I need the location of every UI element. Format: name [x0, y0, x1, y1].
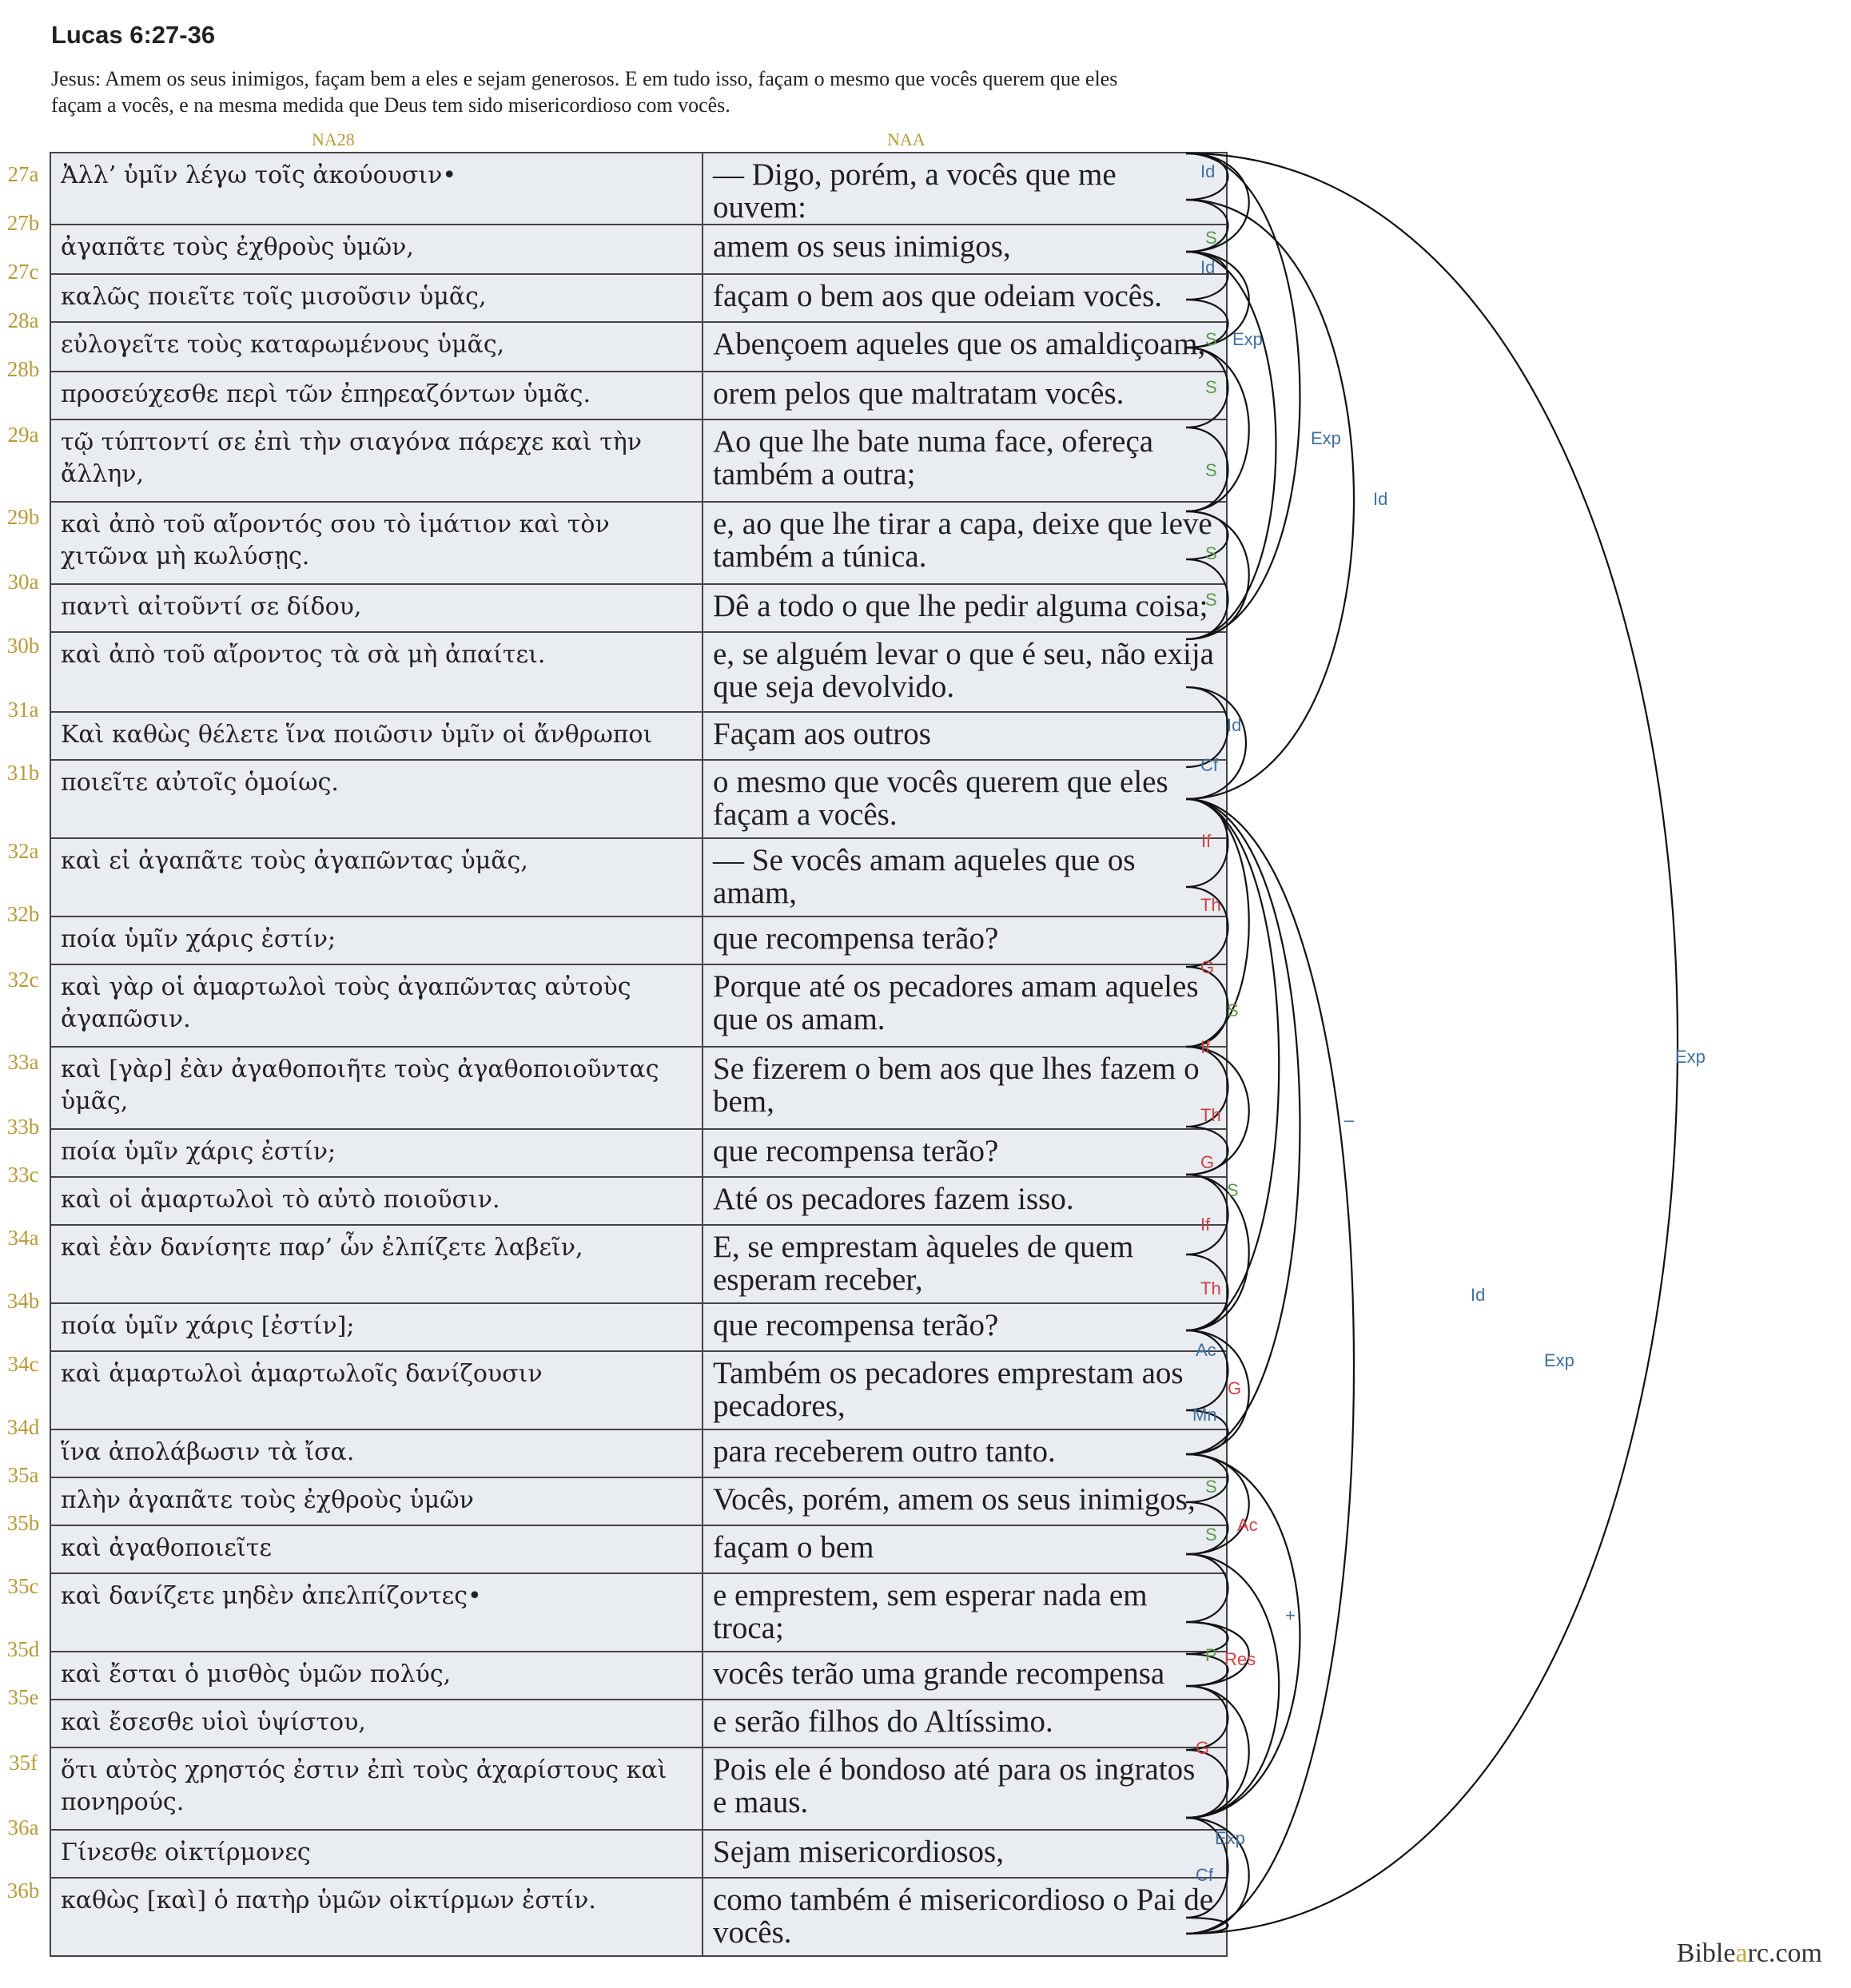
arc-label: S — [1205, 1525, 1217, 1545]
arc-label: Exp — [1675, 1047, 1706, 1067]
verse-ref: 28b — [6, 357, 40, 381]
greek-text: καὶ ἐὰν δανίσητε παρ’ ὧν ἐλπίζετε λαβεῖν, — [50, 1225, 703, 1303]
arc-label: Id — [1200, 161, 1216, 181]
portuguese-column-header: NAA — [887, 129, 926, 149]
arc-label: Th — [1200, 1105, 1221, 1125]
arc-label: Exp — [1544, 1350, 1574, 1370]
verse-ref: 35c — [7, 1574, 39, 1598]
portuguese-text: vocês terão uma grande recompensa — [703, 1652, 1227, 1700]
portuguese-text: Dê a todo o que lhe pedir alguma coisa; — [703, 584, 1227, 632]
brand-suffix: rc.com — [1747, 1938, 1822, 1968]
verse-ref: 32c — [7, 967, 39, 992]
arc-label: G — [1200, 1152, 1215, 1172]
relation-arc — [1186, 153, 1678, 1934]
portuguese-text: E, se emprestam àqueles de quem esperam receber, — [703, 1225, 1227, 1303]
portuguese-text: Façam aos outros — [703, 712, 1227, 760]
greek-text: ποία ὑμῖν χάρις [ἐστίν]; — [50, 1303, 703, 1351]
portuguese-text: e serão filhos do Altíssimo. — [703, 1700, 1227, 1747]
greek-text: πλὴν ἀγαπᾶτε τοὺς ἐχθροὺς ὑμῶν — [50, 1477, 703, 1525]
arc-label: Mn — [1192, 1405, 1217, 1425]
greek-text: καὶ [γὰρ] ἐὰν ἀγαθοποιῆτε τοὺς ἀγαθοποιοῦντας ὑμᾶς, — [50, 1047, 703, 1129]
greek-text: καὶ ἀπὸ τοῦ αἴροντος τὰ σὰ μὴ ἀπαίτει. — [50, 632, 703, 712]
verse-ref: 27c — [7, 260, 39, 284]
arc-label: Th — [1200, 895, 1221, 915]
verse-ref: 35e — [7, 1685, 39, 1709]
verse-ref: 30b — [6, 634, 40, 658]
arc-label: Ac — [1196, 1340, 1216, 1360]
arc-label: S — [1205, 228, 1217, 248]
arc-label: S — [1205, 1477, 1217, 1497]
arc-label: – — [1344, 1110, 1355, 1130]
portuguese-text: Ao que lhe bate numa face, ofereça também a outra; — [703, 419, 1227, 502]
portuguese-text: Pois ele é bondoso até para os ingratos e maus. — [703, 1747, 1227, 1830]
portuguese-text: Sejam misericordiosos, — [703, 1830, 1227, 1878]
verse-ref: 33c — [7, 1163, 39, 1187]
portuguese-text: amem os seus inimigos, — [703, 225, 1227, 274]
arc-label: Exp — [1215, 1828, 1245, 1848]
arc-label: If — [1200, 1037, 1211, 1057]
arc-label: S — [1205, 377, 1217, 397]
arc-label: Id — [1471, 1285, 1486, 1305]
arc-label: S — [1227, 1180, 1239, 1200]
greek-text: καὶ ἁμαρτωλοὶ ἁμαρτωλοῖς δανίζουσιν — [50, 1351, 703, 1429]
portuguese-text: e, se alguém levar o que é seu, não exija que seja devolvido. — [703, 632, 1227, 712]
portuguese-text: — Se vocês amam aqueles que os amam, — [703, 838, 1227, 916]
verse-ref: 27a — [7, 162, 39, 186]
portuguese-text: e, ao que lhe tirar a capa, deixe que leve também a túnica. — [703, 502, 1227, 584]
greek-text: Γίνεσθε οἰκτίρμονες — [50, 1830, 703, 1878]
arc-label: + — [1285, 1605, 1296, 1625]
verse-ref: 32a — [7, 839, 39, 863]
arc-label: S — [1205, 543, 1217, 563]
relation-arc — [1186, 1175, 1249, 1330]
verse-ref: 31b — [6, 761, 40, 785]
verse-ref: 28a — [7, 308, 39, 332]
verse-ref: 35b — [6, 1511, 40, 1535]
portuguese-text: como também é misericordioso o Pai de vocês. — [703, 1878, 1227, 1956]
portuguese-text: que recompensa terão? — [703, 1129, 1227, 1177]
verse-ref: 29b — [6, 504, 40, 529]
relation-arc — [1186, 687, 1246, 799]
arc-label: Res — [1224, 1649, 1256, 1669]
portuguese-text: Se fizerem o bem aos que lhes fazem o bem, — [703, 1047, 1227, 1129]
greek-text: προσεύχεσθε περὶ τῶν ἐπηρεαζόντων ὑμᾶς. — [50, 372, 703, 419]
portuguese-text: Porque até os pecadores amam aqueles que os amam. — [703, 964, 1227, 1047]
brand-prefix: Bible — [1676, 1938, 1736, 1968]
greek-text: ἀγαπᾶτε τοὺς ἐχθροὺς ὑμῶν, — [50, 225, 703, 274]
relation-arc — [1186, 1454, 1249, 1554]
arc-label: Id — [1200, 257, 1216, 277]
passage-summary: Jesus: Amem os seus inimigos, façam bem a eles e sejam generosos. E em tudo isso, façam o mesmo que vocês querem que eles façam a vocês, e na mesma medida que Deus tem sido misericordioso com vocês. — [51, 67, 1118, 117]
arc-label: Cf — [1200, 755, 1218, 775]
relation-arc — [1186, 1554, 1228, 1622]
portuguese-text: — Digo, porém, a vocês que me ouvem: — [703, 153, 1227, 225]
greek-text: τῷ τύπτοντί σε ἐπὶ τὴν σιαγόνα πάρεχε καὶ τὴν ἄλλην, — [50, 419, 703, 502]
greek-text: καθὼς [καὶ] ὁ πατὴρ ὑμῶν οἰκτίρμων ἐστίν. — [50, 1878, 703, 1956]
arc-label: S — [1205, 590, 1217, 610]
portuguese-text: Também os pecadores emprestam aos pecadores, — [703, 1351, 1227, 1429]
verse-ref: 30a — [7, 570, 39, 594]
greek-text: καὶ ἀγαθοποιεῖτε — [50, 1525, 703, 1573]
greek-text: παντὶ αἰτοῦντί σε δίδου, — [50, 584, 703, 632]
verse-ref: 35a — [7, 1463, 39, 1487]
greek-text: καὶ ἀπὸ τοῦ αἴροντός σου τὸ ἱμάτιον καὶ τὸν χιτῶνα μὴ κωλύσῃς. — [50, 502, 703, 584]
arc-label: S — [1227, 1000, 1239, 1020]
page-title: Lucas 6:27-36 — [51, 21, 216, 49]
arc-label: Cf — [1196, 1865, 1213, 1885]
arc-label: G — [1200, 957, 1215, 977]
arc-label: G — [1228, 1378, 1242, 1398]
greek-text: καλῶς ποιεῖτε τοῖς μισοῦσιν ὑμᾶς, — [50, 274, 703, 322]
greek-text: καὶ δανίζετε μηδὲν ἀπελπίζοντες• — [50, 1573, 703, 1652]
greek-text: ποία ὑμῖν χάρις ἐστίν; — [50, 916, 703, 964]
verse-ref: 34d — [6, 1415, 40, 1439]
portuguese-text: que recompensa terão? — [703, 916, 1227, 964]
portuguese-text: o mesmo que vocês querem que eles façam a vocês. — [703, 760, 1227, 838]
relation-arc — [1186, 153, 1249, 252]
verse-ref: 27b — [6, 211, 40, 235]
verse-ref: 36b — [6, 1879, 40, 1903]
verse-ref: 29a — [7, 422, 39, 447]
relation-arc — [1186, 799, 1249, 1047]
portuguese-text: façam o bem aos que odeiam vocês. — [703, 274, 1227, 322]
greek-text: ὅτι αὐτὸς χρηστός ἐστιν ἐπὶ τοὺς ἀχαρίστους καὶ πονηρούς. — [50, 1747, 703, 1830]
verse-ref: 35f — [9, 1750, 38, 1775]
greek-text: καὶ ἔσεσθε υἱοὶ ὑψίστου, — [50, 1700, 703, 1747]
portuguese-text: façam o bem — [703, 1525, 1227, 1573]
brand-mark: a — [1735, 1938, 1748, 1968]
greek-text: καὶ γὰρ οἱ ἁμαρτωλοὶ τοὺς ἀγαπῶντας αὐτοὺς ἀγαπῶσιν. — [50, 964, 703, 1047]
relation-arc — [1186, 200, 1354, 799]
greek-text: καὶ οἱ ἁμαρτωλοὶ τὸ αὐτὸ ποιοῦσιν. — [50, 1177, 703, 1225]
verse-ref: 34b — [6, 1289, 40, 1313]
relation-arc — [1186, 348, 1249, 511]
arc-label: Exp — [1311, 428, 1341, 448]
verse-ref: 33b — [6, 1115, 40, 1139]
arc-label: P — [1205, 1645, 1217, 1665]
portuguese-text: Vocês, porém, amem os seus inimigos, — [703, 1477, 1227, 1525]
arc-label: If — [1200, 1215, 1211, 1235]
biblearc-logo[interactable] — [1677, 1938, 1822, 1969]
verse-ref: 34c — [7, 1352, 39, 1376]
verse-ref: 31a — [7, 698, 39, 722]
greek-text: καὶ εἰ ἀγαπᾶτε τοὺς ἀγαπῶντας ὑμᾶς, — [50, 838, 703, 916]
verse-ref: 35d — [6, 1637, 40, 1661]
greek-text: Καὶ καθὼς θέλετε ἵνα ποιῶσιν ὑμῖν οἱ ἄνθρωποι — [50, 712, 703, 760]
portuguese-text: Até os pecadores fazem isso. — [703, 1177, 1227, 1225]
relation-arc — [1186, 967, 1228, 1047]
greek-text: Ἀλλ’ ὑμῖν λέγω τοῖς ἀκούουσιν• — [50, 153, 703, 225]
greek-text: ἵνα ἀπολάβωσιν τὰ ἴσα. — [50, 1429, 703, 1477]
relation-arc — [1186, 1454, 1300, 1818]
arc-label: S — [1205, 329, 1217, 349]
verse-ref: 32b — [6, 902, 40, 926]
verse-ref: 33a — [7, 1049, 39, 1074]
greek-text: ποία ὑμῖν χάρις ἐστίν; — [50, 1129, 703, 1177]
greek-text: καὶ ἔσται ὁ μισθὸς ὑμῶν πολύς, — [50, 1652, 703, 1700]
arc-label: G — [1196, 1738, 1210, 1758]
arc-label: If — [1201, 831, 1212, 851]
greek-column-header: NA28 — [312, 129, 355, 149]
relation-arc — [1186, 511, 1249, 639]
portuguese-text: para receberem outro tanto. — [703, 1429, 1227, 1477]
verse-ref: 36a — [7, 1815, 39, 1839]
arc-label: Th — [1200, 1278, 1221, 1298]
arc-label: Exp — [1232, 329, 1263, 349]
portuguese-text: orem pelos que maltratam vocês. — [703, 372, 1227, 419]
portuguese-text: e emprestem, sem esperar nada em troca; — [703, 1573, 1227, 1652]
portuguese-text: Abençoem aqueles que os amaldiçoam, — [703, 322, 1227, 372]
arc-label: Id — [1227, 715, 1242, 735]
arc-label: Id — [1373, 489, 1388, 509]
portuguese-text: que recompensa terão? — [703, 1303, 1227, 1351]
verse-ref: 34a — [7, 1226, 39, 1250]
arc-label: Ac — [1237, 1515, 1258, 1535]
arc-label: S — [1205, 460, 1217, 480]
greek-text: εὐλογεῖτε τοὺς καταρωμένους ὑμᾶς, — [50, 322, 703, 372]
greek-text: ποιεῖτε αὐτοῖς ὁμοίως. — [50, 760, 703, 838]
